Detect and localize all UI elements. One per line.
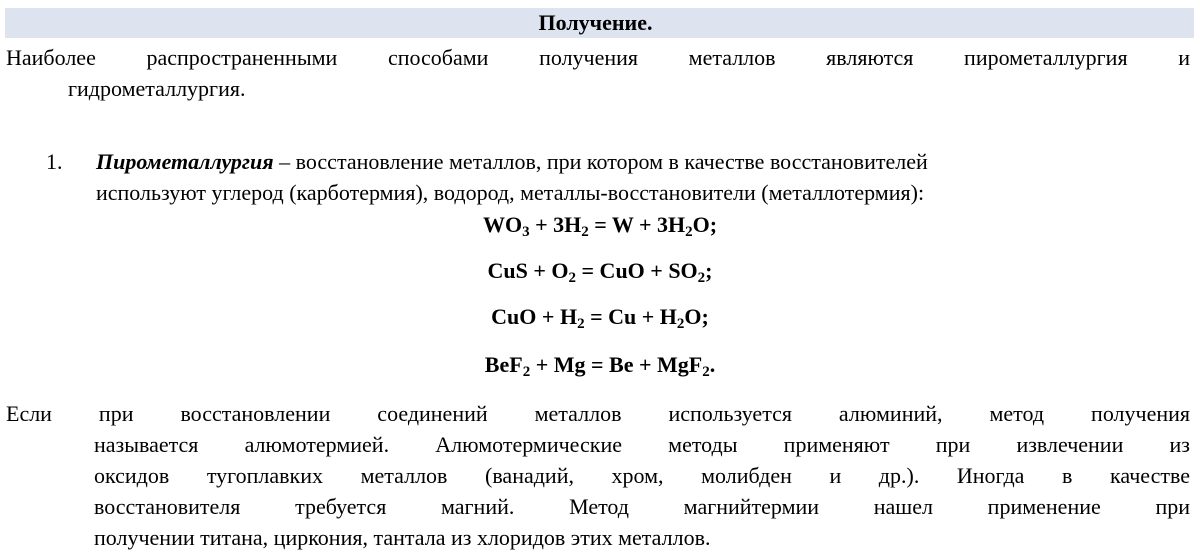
equation-text: O; bbox=[684, 304, 709, 329]
equation-subscript: 3 bbox=[522, 224, 530, 240]
intro-line-2: гидрометаллургия. bbox=[68, 76, 246, 101]
equation bbox=[0, 256, 1200, 286]
outro-line-3: оксидов тугоплавких металлов (ванадий, хром, молибден и др.). Иногда в качестве bbox=[94, 463, 1190, 488]
list-item-line-1 bbox=[96, 146, 1190, 177]
equation-subscript: 2 bbox=[685, 224, 693, 240]
equation-text: BeF bbox=[484, 352, 523, 377]
list-item-number: 1. bbox=[46, 149, 63, 174]
intro-line-1: Наиболее распространенными способами получения металлов являются пирометаллургия и bbox=[6, 45, 1190, 70]
term-pyrometallurgy: Пирометаллургия bbox=[96, 149, 274, 174]
equation-text: . bbox=[709, 352, 716, 377]
outro-line-2: называется алюмотермией. Алюмотермические методы применяют при извлечении из bbox=[94, 432, 1190, 457]
equation-text: = CuO + SO bbox=[576, 258, 698, 283]
equation-text: WO bbox=[482, 212, 523, 237]
equation-text: + Mg = Be + MgF bbox=[530, 352, 703, 377]
section-title: Получение. bbox=[538, 10, 653, 35]
outro-paragraph bbox=[6, 398, 1190, 553]
equation-subscript: 2 bbox=[581, 224, 589, 240]
list-item-body bbox=[96, 146, 1190, 208]
equation-subscript: 2 bbox=[702, 364, 710, 380]
equation bbox=[0, 210, 1200, 240]
intro-paragraph bbox=[6, 42, 1190, 104]
outro-line-4: восстановителя требуется магний. Метод магнийтермии нашел применение при bbox=[94, 494, 1190, 519]
equation-subscript: 2 bbox=[568, 270, 577, 286]
section-header-bar bbox=[5, 8, 1194, 38]
equation-subscript: 2 bbox=[522, 364, 531, 380]
equation-text: CuS + O bbox=[487, 258, 569, 283]
equation-text: O; bbox=[692, 212, 718, 237]
equation bbox=[0, 350, 1200, 380]
equation-text: ; bbox=[705, 258, 713, 283]
equation-text: + 3H bbox=[529, 212, 582, 237]
outro-line-5: получении титана, циркония, тантала из хлоридов этих металлов. bbox=[94, 525, 711, 550]
list-item-line-2: используют углерод (карботермия), водород, металлы-восстановители (металлотермия): bbox=[96, 180, 925, 205]
list-item-definition: – восстановление металлов, при котором в качестве восстановителей bbox=[273, 149, 928, 174]
equation-subscript: 2 bbox=[577, 316, 585, 332]
equation-text: = W + 3H bbox=[588, 212, 686, 237]
equation-text: CuO + H bbox=[491, 304, 578, 329]
equation bbox=[0, 302, 1200, 332]
equation-subscript: 2 bbox=[697, 270, 706, 286]
outro-line-1: Если при восстановлении соединений металлов используется алюминий, метод получения bbox=[6, 401, 1190, 426]
equation-text: = Cu + H bbox=[584, 304, 677, 329]
equation-subscript: 2 bbox=[676, 316, 685, 332]
